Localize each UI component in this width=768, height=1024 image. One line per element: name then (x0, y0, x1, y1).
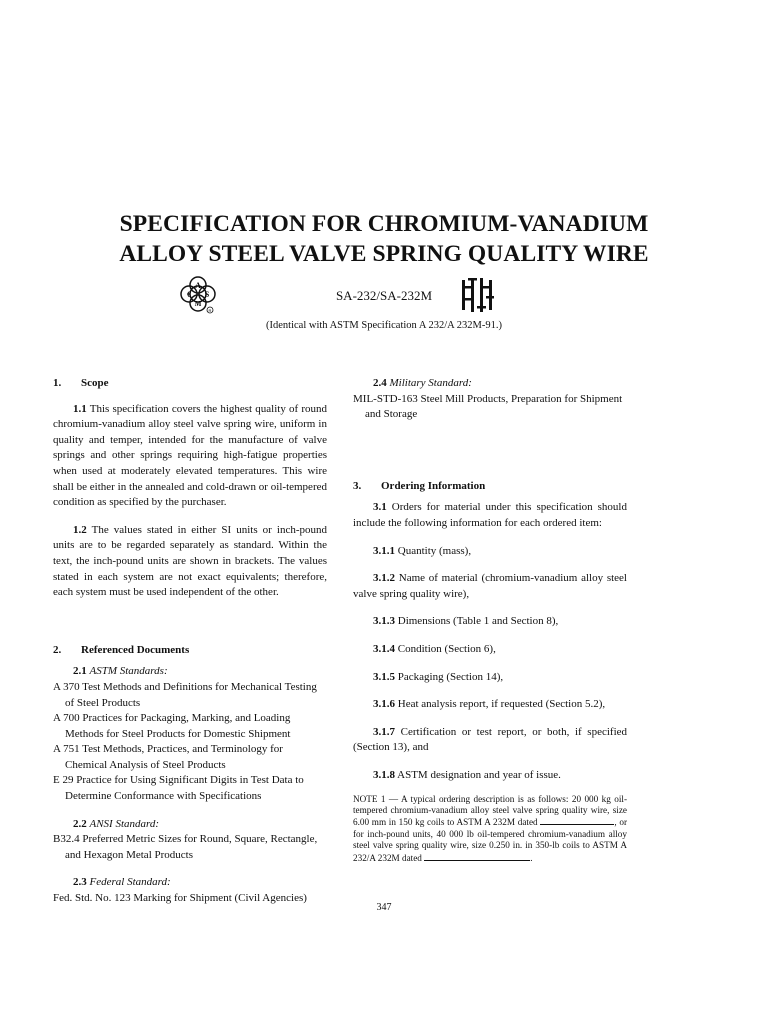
ordering-note: NOTE 1 — A typical ordering description is as follows: 20 000 kg oil-tempered chromium-vanadium alloy steel valve spring quality wire, size 6.00 mm in 150 kg coils to ASTM A 232M dated , or for inch-pound units, 40 000 lb oil-tempered chromium-vanadium alloy steel valve spring quality wire, size 0.250 in. in 350-lb coils to ASTM A 232/A 232M dated . (353, 793, 628, 863)
reference-mil-std-163: MIL-STD-163 Steel Mill Products, Preparation for Shipment and Storage (353, 392, 623, 421)
designation: SA-232/SA-232M (335, 288, 433, 303)
section-2-heading: 2. Referenced Documents (53, 643, 190, 656)
svg-text:S: S (204, 290, 210, 299)
subsection-2-3: 2.3 Federal Standard: (73, 876, 171, 889)
reference-e29: E 29 Practice for Using Significant Digits in Test Data to Determine Conformance with Specifications (53, 774, 304, 803)
reference-a751: A 751 Test Methods, Practices, and Terminology for Chemical Analysis of Steel Products (53, 743, 283, 771)
reference-fed-std-123: Fed. Std. No. 123 Marking for Shipment (Civil Agencies) (53, 892, 307, 905)
date-blank-2 (424, 852, 530, 861)
svg-text:R: R (208, 308, 212, 313)
section-1-heading: 1. Scope (53, 377, 109, 389)
left-column (53, 376, 327, 907)
item-3-1-6: 3.1.6 Heat analysis report, if requested (Section 5.2), (373, 698, 606, 711)
title-line-1: SPECIFICATION FOR CHROMIUM-VANADIUM (119, 211, 649, 237)
reference-b32-4: B32.4 Preferred Metric Sizes for Round, Square, Rectangle, and Hexagon Metal Products (53, 833, 318, 861)
item-3-1-4: 3.1.4 Condition (Section 6), (373, 642, 496, 655)
date-blank-1 (540, 816, 614, 825)
item-3-1-8: 3.1.8 ASTM designation and year of issue. (373, 768, 561, 781)
item-3-1-7: 3.1.7 Certification or test report, or both, if specified (Section 13), and (353, 725, 628, 754)
section-3-heading: 3. Ordering Information (353, 479, 486, 492)
subsection-2-4: 2.4 Military Standard: (373, 377, 472, 389)
subsection-2-2: 2.2 ANSI Standard: (73, 817, 160, 830)
svg-text:M: M (194, 300, 202, 308)
item-3-1-2: 3.1.2 Name of material (chromium-vanadium alloy steel valve spring quality wire), (353, 572, 627, 600)
item-3-1-5: 3.1.5 Packaging (Section 14), (373, 670, 504, 683)
document-title (0, 209, 768, 269)
reference-a370: A 370 Test Methods and Definitions for Mechanical Testing of Steel Products (53, 680, 317, 709)
right-column (353, 376, 627, 864)
item-3-1-1: 3.1.1 Quantity (mass), (373, 544, 472, 557)
svg-text:A: A (195, 281, 201, 290)
paragraph-1-2: 1.2 The values stated in either SI units or inch-pound units are to be regarded separately as standard. Within the text, the inch-pound units are shown in brackets. The values stated in each system are not exact equivalents; therefore, each system must be used independent of the other. (53, 523, 327, 599)
subsection-2-1: 2.1 ASTM Standards: (73, 665, 168, 678)
reference-a700: A 700 Practices for Packaging, Marking, and Loading Methods for Steel Products for Domestic Shipment (53, 712, 291, 740)
title-line-2: ALLOY STEEL VALVE SPRING QUALITY WIRE (119, 241, 649, 267)
astm-logo-icon (458, 276, 500, 321)
item-3-1-3: 3.1.3 Dimensions (Table 1 and Section 8), (373, 615, 559, 628)
svg-text:€: € (187, 290, 191, 299)
identical-note: (Identical with ASTM Specification A 232/A 232M-91.) (266, 320, 502, 331)
page-number: 347 (376, 902, 392, 913)
paragraph-3-1: 3.1 Orders for material under this specification should include the following information for each ordered item: (353, 501, 627, 529)
paragraph-1-1: 1.1 This specification covers the highest quality of round chromium-vanadium alloy steel valve spring wire, uniform in quality and temper, intended for the manufacture of valve springs and other springs requiring high-fatigue properties when used at moderately elevated temperatures. This wire shall be either in the annealed and cold-drawn or oil-tempered condition as specified by the purchaser. (53, 402, 327, 509)
